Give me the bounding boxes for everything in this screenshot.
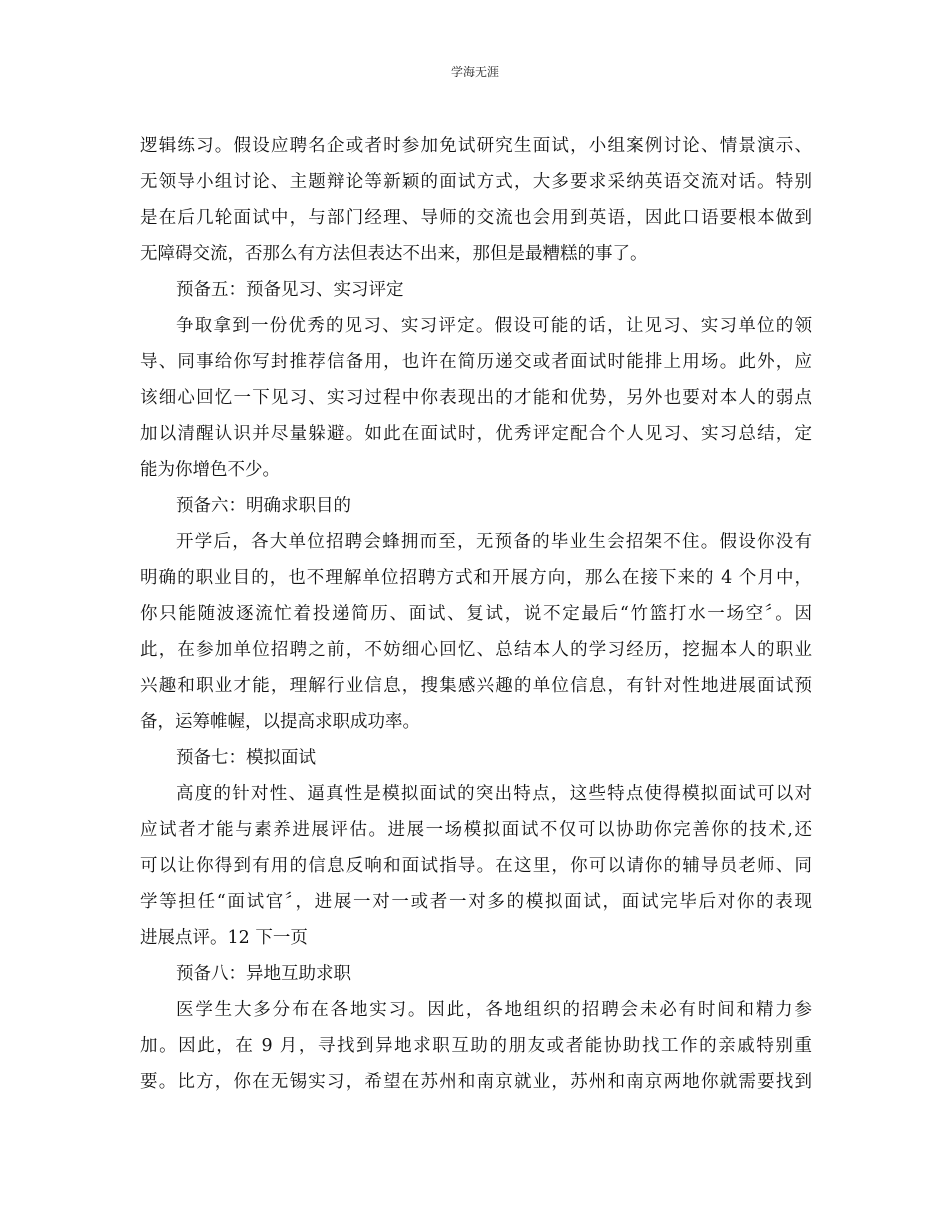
text-line: 无障碍交流，否那么有方法但表达不出来，那但是最糟糕的事了。: [140, 244, 648, 264]
text-line: 是在后几轮面试中，与部门经理、导师的交流也会用到英语，因此口语要根本做到: [140, 208, 812, 228]
text-line: 高度的针对性、逼真性是模拟面试的突出特点，这些特点使得模拟面试可以对: [176, 784, 812, 804]
text-line: 无领导小组讨论、主题辩论等新颖的面试方式，大多要求采纳英语交流对话。特别: [140, 172, 812, 192]
text-line: 进展点评。12 下一页: [140, 928, 308, 948]
text-line: 备，运筹帷幄，以提高求职成功率。: [140, 712, 420, 732]
document-body: [140, 128, 812, 1100]
text-line: 明确的职业目的，也不理解单位招聘方式和开展方向，那么在接下来的 4 个月中，: [140, 568, 812, 588]
text-line: 该细心回忆一下见习、实习过程中你表现出的才能和优势，另外也要对本人的弱点: [140, 388, 812, 408]
text-line: 加。因此，在 9 月，寻找到异地求职互助的朋友或者能协助找工作的亲戚特别重: [140, 1036, 812, 1056]
section-heading: 预备五：预备见习、实习评定: [176, 280, 404, 300]
text-line: 兴趣和职业才能，理解行业信息，搜集感兴趣的单位信息，有针对性地进展面试预: [140, 676, 812, 696]
section-heading: 预备八：异地互助求职: [176, 964, 351, 984]
text-line: 能为你增色不少。: [140, 460, 280, 480]
text-line: 导、同事给你写封推荐信备用，也许在简历递交或者面试时能排上用场。此外，应: [140, 352, 812, 372]
text-line: 开学后，各大单位招聘会蜂拥而至，无预备的毕业生会招架不住。假设你没有: [176, 532, 812, 552]
text-line: 应试者才能与素养进展评估。进展一场模拟面试不仅可以协助你完善你的技术,还: [140, 820, 812, 840]
text-line: 学等担任“面试官〞，进展一对一或者一对多的模拟面试，面试完毕后对你的表现: [140, 892, 812, 912]
text-line: 此，在参加单位招聘之前，不妨细心回忆、总结本人的学习经历，挖掘本人的职业: [140, 640, 812, 660]
text-line: 逻辑练习。假设应聘名企或者时参加免试研究生面试，小组案例讨论、情景演示、: [140, 136, 812, 156]
section-heading: 预备六：明确求职目的: [176, 496, 351, 516]
text-line: 加以清醒认识并尽量躲避。如此在面试时，优秀评定配合个人见习、实习总结，定: [140, 424, 812, 444]
page-header: 学海无涯: [450, 65, 499, 79]
text-line: 要。比方，你在无锡实习，希望在苏州和南京就业，苏州和南京两地你就需要找到: [140, 1072, 812, 1092]
text-line: 你只能随波逐流忙着投递简历、面试、复试，说不定最后“竹篮打水一场空〞。因: [140, 604, 812, 624]
text-line: 可以让你得到有用的信息反响和面试指导。在这里，你可以请你的辅导员老师、同: [140, 856, 812, 876]
text-line: 争取拿到一份优秀的见习、实习评定。假设可能的话，让见习、实习单位的领: [176, 316, 812, 336]
text-line: 医学生大多分布在各地实习。因此，各地组织的招聘会未必有时间和精力参: [176, 1000, 812, 1020]
section-heading: 预备七：模拟面试: [176, 748, 316, 768]
